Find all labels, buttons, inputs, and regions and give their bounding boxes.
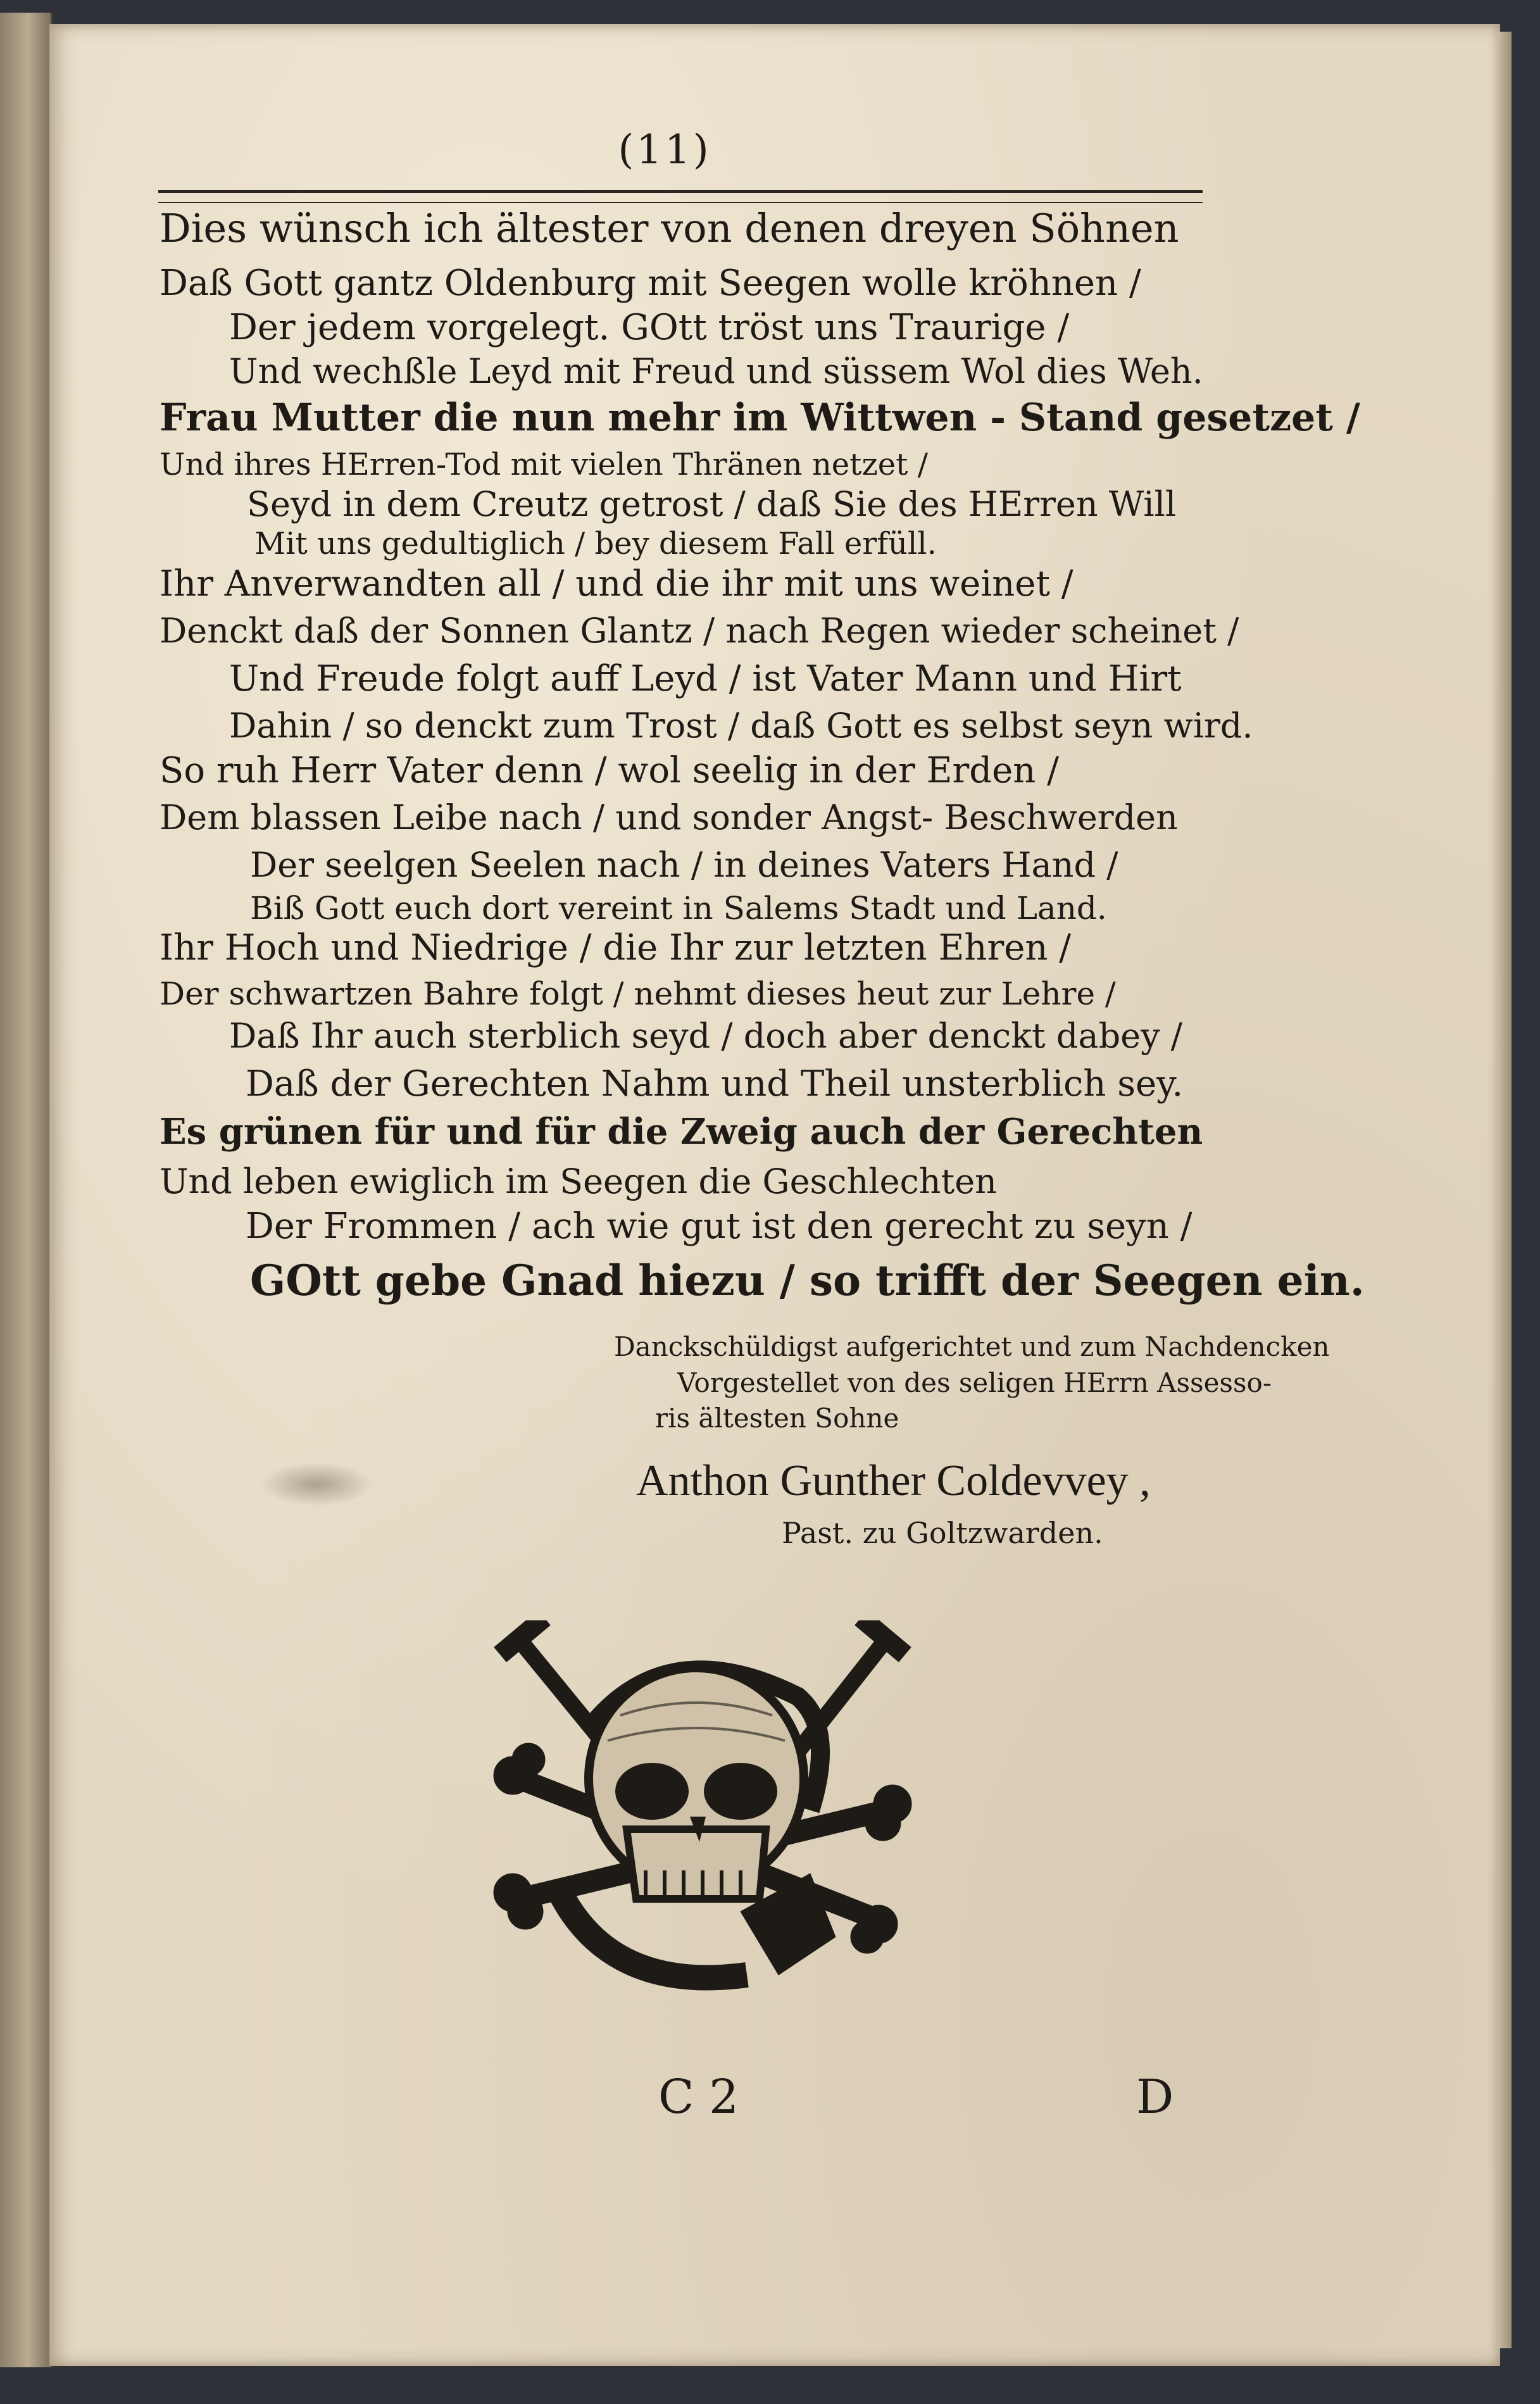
poem-line: Dahin / so denckt zum Trost / daß Gott es selbst seyn wird. (229, 706, 1253, 746)
poem-line: Und wechßle Leyd mit Freud und süssem Wol dies Weh. (229, 351, 1203, 391)
dedication-line: ris ältesten Sohne (655, 1403, 899, 1434)
poem-line-final: GOtt gebe Gnad hiezu / so trifft der Seegen ein. (250, 1256, 1365, 1305)
poem-line: Daß der Gerechten Nahm und Theil unsterblich sey. (246, 1063, 1184, 1105)
poem-line: Es grünen für und für die Zweig auch der Gerechten (160, 1111, 1203, 1153)
page-header (0, 127, 1540, 196)
poem-line: Der jedem vorgelegt. GOtt tröst uns Traurige / (229, 307, 1070, 348)
poem-line: Mit uns gedultiglich / bey diesem Fall erfüll. (254, 526, 937, 561)
signature-mark: C 2 (658, 2070, 739, 2124)
poem-line: Dies wünsch ich ältester von denen dreyen Söhnen (160, 205, 1179, 251)
poem-line: Daß Gott gantz Oldenburg mit Seegen wolle kröhnen / (160, 263, 1141, 304)
poem-line: Biß Gott euch dort vereint in Salems Stadt und Land. (250, 890, 1107, 927)
catchword: D (1136, 2070, 1174, 2124)
poem-line: Und leben ewiglich im Seegen die Geschlechten (160, 1161, 997, 1201)
author-position: Past. zu Goltzwarden. (782, 1516, 1103, 1550)
page-number: (11) (618, 127, 711, 173)
poem-line: Ihr Hoch und Niedrige / die Ihr zur letzten Ehren / (160, 927, 1072, 968)
page-fore-edge (1498, 32, 1512, 2348)
skull-crossbones-woodcut-icon (481, 1620, 924, 2013)
ink-smudge (260, 1462, 373, 1506)
poem-line: Und Freude folgt auff Leyd / ist Vater Mann und Hirt (229, 658, 1182, 699)
author-name: Anthon Gunther Coldevvey , (636, 1456, 1151, 1505)
poem-line: Der Frommen / ach wie gut ist den gerecht zu seyn / (246, 1206, 1193, 1247)
poem-line: Frau Mutter die nun mehr im Wittwen - Stand gesetzet / (160, 396, 1360, 440)
dedication-line: Danckschüldigst aufgerichtet und zum Nachdencken (614, 1331, 1330, 1362)
poem-line: Der schwartzen Bahre folgt / nehmt dieses heut zur Lehre / (160, 975, 1116, 1012)
dedication-note (614, 1329, 1330, 1437)
poem-line: Ihr Anverwandten all / und die ihr mit uns weinet / (160, 563, 1074, 604)
poem-line: Dem blassen Leibe nach / und sonder Angst- Beschwerden (160, 798, 1178, 837)
poem-line: So ruh Herr Vater denn / wol seelig in der Erden / (160, 750, 1059, 791)
poem-line: Seyd in dem Creutz getrost / daß Sie des HErren Will (247, 484, 1177, 524)
poem-line: Der seelgen Seelen nach / in deines Vaters Hand / (250, 845, 1118, 885)
poem-line: Denckt daß der Sonnen Glantz / nach Regen wieder scheinet / (160, 611, 1239, 651)
poem-line: Daß Ihr auch sterblich seyd / doch aber denckt dabey / (229, 1016, 1182, 1056)
dedication-line: Vorgestellet von des seligen HErrn Assesso- (677, 1367, 1272, 1398)
poem-line: Und ihres HErren-Tod mit vielen Thränen netzet / (160, 447, 928, 482)
facing-page-edge (0, 13, 53, 2367)
header-rule (158, 190, 1203, 203)
